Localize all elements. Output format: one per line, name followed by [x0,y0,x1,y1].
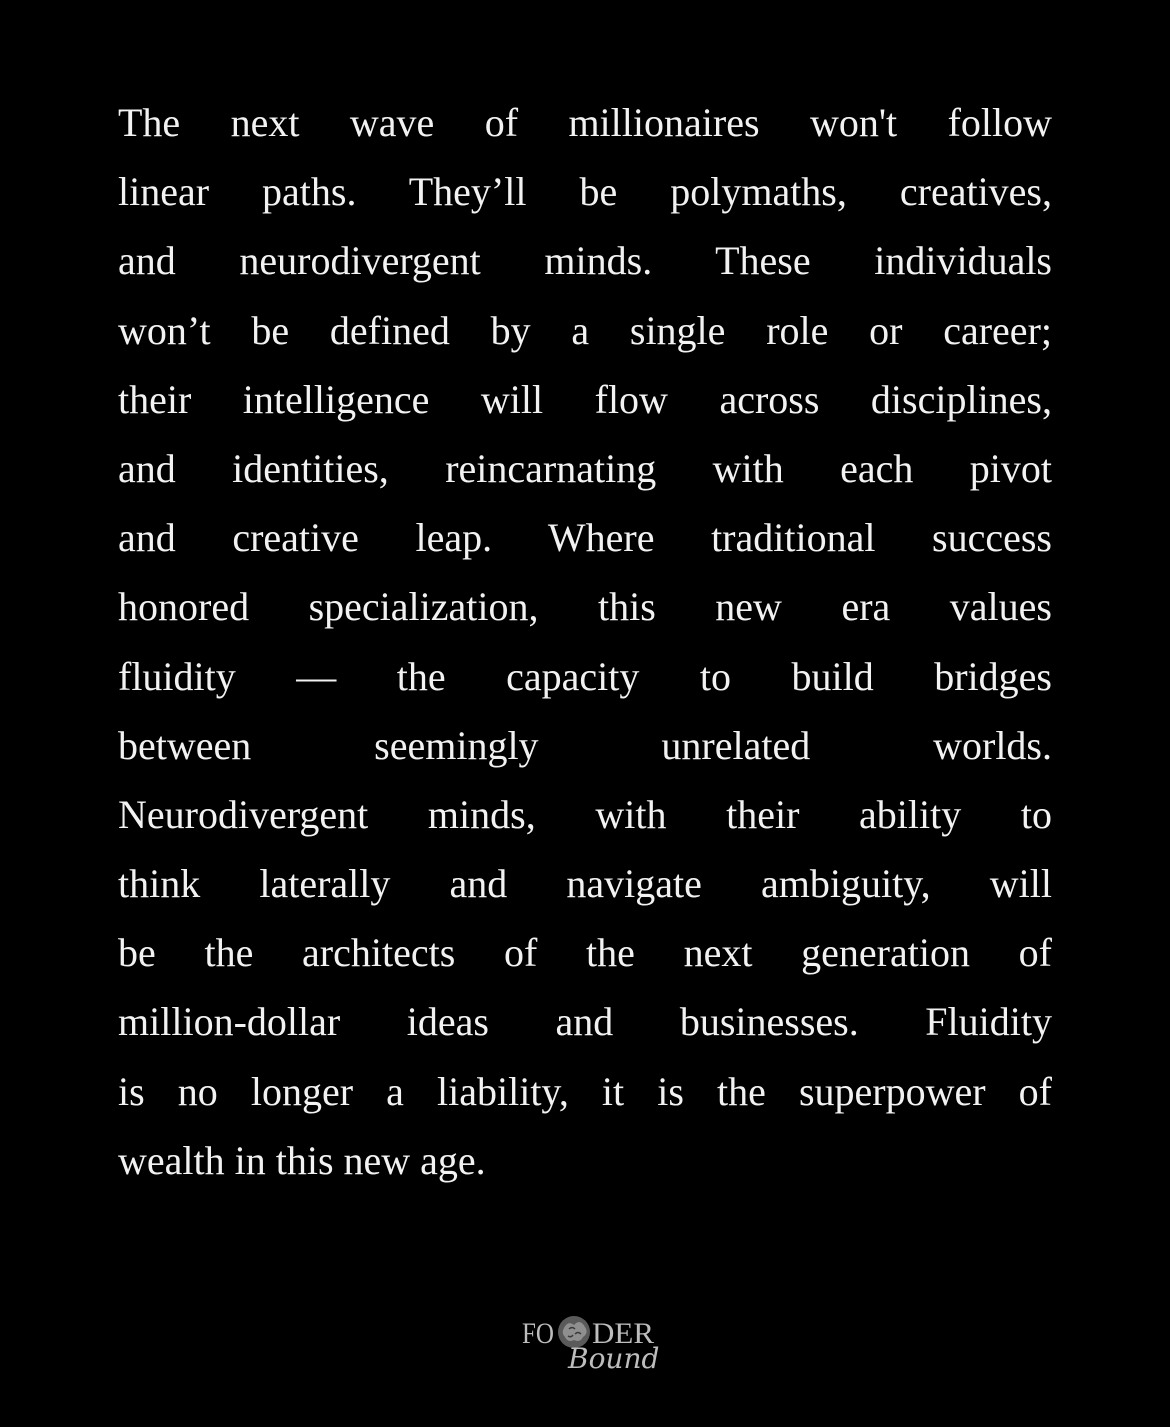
body-line: and creative leap. Where traditional success [118,515,1052,561]
body-line: be the architects of the next generation of [118,930,1052,976]
body-line: and neurodivergent minds. These individuals [118,238,1052,284]
logo-text-der: DER [592,1317,654,1350]
body-line: wealth in this new age. [118,1137,486,1183]
founder-bound-logo [520,1310,660,1382]
body-line: honored specialization, this new era values [118,584,1052,630]
body-line: fluidity — the capacity to build bridges [118,653,1052,699]
body-line: linear paths. They’ll be polymaths, creatives, [118,169,1052,215]
logo-text-bound: Bound [568,1342,660,1375]
body-line: won’t be defined by a single role or career; [118,307,1052,353]
body-line: their intelligence will flow across disciplines, [118,376,1052,422]
quote-body [118,88,1052,1195]
logo-graphic [520,1310,660,1382]
body-line: is no longer a liability, it is the superpower of [118,1068,1052,1114]
logo-text-fo: FO [522,1317,554,1350]
body-line: Neurodivergent minds, with their ability to [118,791,1052,837]
body-line: The next wave of millionaires won't follow [118,100,1052,145]
body-line: million-dollar ideas and businesses. Fluidity [118,999,1052,1045]
body-line: think laterally and navigate ambiguity, will [118,861,1052,907]
body-line: and identities, reincarnating with each pivot [118,445,1052,491]
body-line: between seemingly unrelated worlds. [118,722,1052,768]
